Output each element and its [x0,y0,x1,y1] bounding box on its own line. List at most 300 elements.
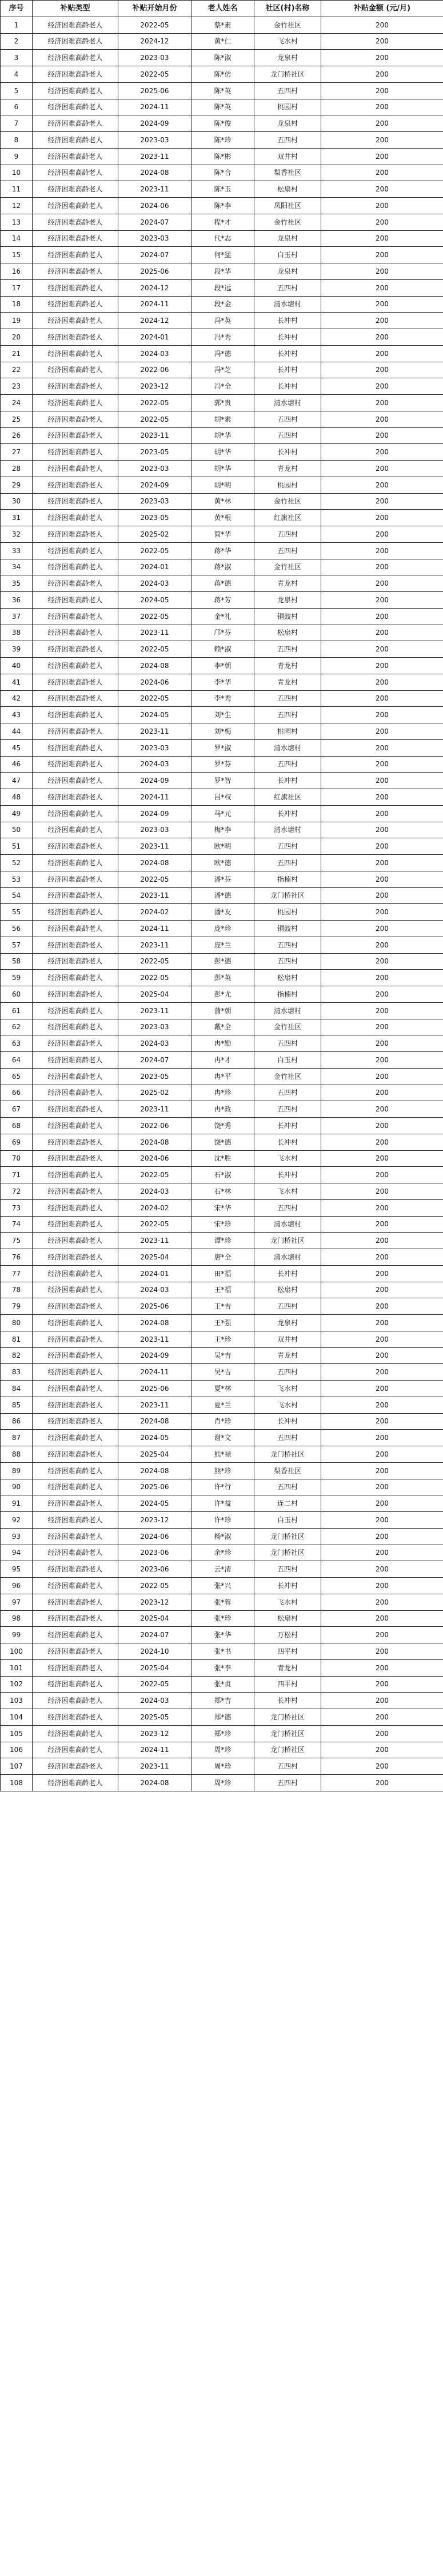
cell-start-month: 2023-03 [118,132,191,149]
cell-elder-name: 蔡*素 [191,17,254,33]
cell-elder-name: 段*远 [191,279,254,296]
cell-subsidy-type: 经济困难高龄老人 [33,542,118,559]
cell-seq: 47 [1,773,33,789]
cell-elder-name: 张*兴 [191,1578,254,1594]
cell-start-month: 2025-06 [118,1479,191,1495]
header-seq: 序号 [1,1,33,17]
table-row [1,1578,443,1594]
cell-start-month: 2025-02 [118,526,191,543]
cell-subsidy-type: 经济困难高龄老人 [33,296,118,313]
cell-amount: 200 [321,1545,443,1561]
cell-amount: 200 [321,970,443,986]
cell-seq: 27 [1,444,33,461]
cell-seq: 13 [1,214,33,230]
table-row [1,247,443,263]
cell-subsidy-type: 经济困难高龄老人 [33,559,118,575]
cell-amount: 200 [321,1709,443,1726]
cell-start-month: 2024-09 [118,477,191,493]
cell-subsidy-type: 经济困难高龄老人 [33,510,118,526]
cell-elder-name: 胡*华 [191,427,254,444]
cell-start-month: 2024-12 [118,313,191,329]
cell-subsidy-type: 经济困难高龄老人 [33,789,118,806]
cell-seq: 37 [1,608,33,625]
cell-elder-name: 冉*才 [191,1052,254,1069]
cell-subsidy-type: 经济困难高龄老人 [33,1561,118,1578]
cell-community: 长冲村 [254,362,321,378]
cell-community: 松扇村 [254,1282,321,1298]
cell-amount: 200 [321,1233,443,1249]
cell-start-month: 2025-04 [118,1659,191,1676]
cell-subsidy-type: 经济困难高龄老人 [33,1709,118,1726]
cell-elder-name: 刘*生 [191,707,254,723]
cell-elder-name: 冯*全 [191,378,254,395]
cell-elder-name: 唐*全 [191,1249,254,1266]
cell-amount: 200 [321,181,443,198]
cell-amount: 200 [321,345,443,362]
table-row [1,608,443,625]
cell-start-month: 2023-11 [118,723,191,740]
cell-elder-name: 马*元 [191,805,254,822]
cell-community: 指楠村 [254,986,321,1003]
cell-community: 青龙村 [254,461,321,477]
table-row [1,805,443,822]
table-row [1,921,443,937]
cell-community: 白玉村 [254,1052,321,1069]
cell-amount: 200 [321,230,443,247]
cell-seq: 40 [1,658,33,674]
table-row [1,444,443,461]
table-row [1,1659,443,1676]
cell-elder-name: 简*华 [191,526,254,543]
cell-seq: 45 [1,739,33,756]
cell-elder-name: 蒲*朝 [191,1002,254,1019]
table-row [1,477,443,493]
cell-elder-name: 陈*淑 [191,50,254,66]
cell-community: 长冲村 [254,1578,321,1594]
cell-seq: 73 [1,1199,33,1216]
cell-subsidy-type: 经济困难高龄老人 [33,904,118,921]
cell-community: 飞水村 [254,1150,321,1167]
cell-amount: 200 [321,986,443,1003]
cell-community: 五四村 [254,1364,321,1381]
cell-amount: 200 [321,1413,443,1430]
cell-start-month: 2024-11 [118,1364,191,1381]
cell-subsidy-type: 经济困难高龄老人 [33,132,118,149]
cell-start-month: 2024-08 [118,1413,191,1430]
cell-community: 松扇村 [254,1610,321,1627]
cell-subsidy-type: 经济困难高龄老人 [33,1758,118,1775]
cell-subsidy-type: 经济困难高龄老人 [33,871,118,887]
cell-start-month: 2024-05 [118,1430,191,1446]
cell-amount: 200 [321,1462,443,1479]
cell-amount: 200 [321,542,443,559]
cell-seq: 4 [1,66,33,83]
cell-community: 长冲村 [254,1413,321,1430]
cell-elder-name: 郑*珍 [191,1725,254,1742]
cell-elder-name: 彭*尤 [191,986,254,1003]
table-row [1,263,443,280]
cell-seq: 29 [1,477,33,493]
table-body [1,17,443,1791]
cell-community: 清水塘村 [254,1002,321,1019]
cell-seq: 44 [1,723,33,740]
cell-community: 五四村 [254,690,321,707]
cell-community: 松扇村 [254,181,321,198]
table-row [1,115,443,132]
cell-start-month: 2022-05 [118,411,191,427]
cell-start-month: 2024-09 [118,805,191,822]
cell-seq: 67 [1,1101,33,1118]
cell-amount: 200 [321,198,443,214]
cell-elder-name: 庞*珍 [191,921,254,937]
cell-start-month: 2024-11 [118,1742,191,1758]
cell-amount: 200 [321,395,443,411]
cell-seq: 77 [1,1265,33,1282]
table-row [1,1265,443,1282]
cell-community: 长冲村 [254,805,321,822]
cell-elder-name: 张*珍 [191,1610,254,1627]
cell-community: 龙门桥社区 [254,1742,321,1758]
cell-elder-name: 张*华 [191,1627,254,1643]
cell-seq: 71 [1,1167,33,1183]
cell-community: 清水塘村 [254,395,321,411]
cell-community: 龙门桥社区 [254,1528,321,1545]
cell-subsidy-type: 经济困难高龄老人 [33,1545,118,1561]
cell-community: 长冲村 [254,1118,321,1134]
cell-seq: 105 [1,1725,33,1742]
cell-elder-name: 许*行 [191,1479,254,1495]
table-row [1,838,443,855]
cell-start-month: 2024-03 [118,345,191,362]
cell-elder-name: 金*礼 [191,608,254,625]
cell-start-month: 2024-08 [118,1134,191,1150]
table-row [1,1085,443,1101]
cell-seq: 33 [1,542,33,559]
table-row [1,526,443,543]
cell-subsidy-type: 经济困难高龄老人 [33,1725,118,1742]
cell-elder-name: 段*华 [191,263,254,280]
cell-start-month: 2024-03 [118,1183,191,1200]
cell-subsidy-type: 经济困难高龄老人 [33,1118,118,1134]
cell-start-month: 2023-11 [118,1233,191,1249]
cell-start-month: 2024-11 [118,921,191,937]
cell-seq: 61 [1,1002,33,1019]
cell-elder-name: 陈*彬 [191,148,254,165]
cell-elder-name: 赖*淑 [191,641,254,658]
cell-amount: 200 [321,1167,443,1183]
cell-elder-name: 潘*芬 [191,871,254,887]
cell-amount: 200 [321,723,443,740]
table-row [1,822,443,838]
table-row [1,542,443,559]
cell-elder-name: 周*珍 [191,1742,254,1758]
cell-seq: 75 [1,1233,33,1249]
cell-subsidy-type: 经济困难高龄老人 [33,526,118,543]
cell-community: 桃园村 [254,99,321,115]
cell-elder-name: 肖*珍 [191,1413,254,1430]
cell-subsidy-type: 经济困难高龄老人 [33,345,118,362]
cell-elder-name: 冉*政 [191,1101,254,1118]
cell-elder-name: 代*志 [191,230,254,247]
table-row [1,1742,443,1758]
cell-amount: 200 [321,165,443,181]
cell-seq: 12 [1,198,33,214]
cell-subsidy-type: 经济困难高龄老人 [33,1364,118,1381]
cell-seq: 65 [1,1068,33,1085]
cell-elder-name: 张*书 [191,1643,254,1660]
cell-subsidy-type: 经济困难高龄老人 [33,214,118,230]
cell-start-month: 2024-07 [118,1052,191,1069]
cell-subsidy-type: 经济困难高龄老人 [33,1068,118,1085]
cell-elder-name: 王*吉 [191,1298,254,1315]
cell-start-month: 2022-05 [118,542,191,559]
table-row [1,411,443,427]
cell-start-month: 2025-04 [118,1249,191,1266]
cell-amount: 200 [321,50,443,66]
cell-amount: 200 [321,739,443,756]
cell-community: 五四村 [254,132,321,149]
cell-community: 五四村 [254,542,321,559]
cell-subsidy-type: 经济困难高龄老人 [33,66,118,83]
cell-start-month: 2024-05 [118,592,191,609]
cell-amount: 200 [321,871,443,887]
table-row [1,493,443,510]
cell-community: 飞水村 [254,1183,321,1200]
cell-subsidy-type: 经济困难高龄老人 [33,395,118,411]
cell-seq: 66 [1,1085,33,1101]
cell-start-month: 2023-11 [118,937,191,953]
table-row [1,1167,443,1183]
cell-community: 飞水村 [254,33,321,50]
header-subsidy-type: 补贴类型 [33,1,118,17]
cell-start-month: 2024-08 [118,165,191,181]
cell-subsidy-type: 经济困难高龄老人 [33,461,118,477]
cell-amount: 200 [321,1183,443,1200]
cell-amount: 200 [321,510,443,526]
cell-seq: 19 [1,313,33,329]
cell-community: 金竹社区 [254,214,321,230]
cell-elder-name: 石*林 [191,1183,254,1200]
cell-subsidy-type: 经济困难高龄老人 [33,1610,118,1627]
cell-amount: 200 [321,887,443,904]
cell-amount: 200 [321,66,443,83]
cell-start-month: 2024-08 [118,1315,191,1331]
cell-subsidy-type: 经济困难高龄老人 [33,329,118,346]
table-row [1,296,443,313]
cell-seq: 93 [1,1528,33,1545]
cell-community: 龙门桥社区 [254,1446,321,1463]
table-row [1,871,443,887]
table-row [1,50,443,66]
cell-amount: 200 [321,1659,443,1676]
cell-subsidy-type: 经济困难高龄老人 [33,1446,118,1463]
cell-community: 白玉村 [254,247,321,263]
cell-start-month: 2024-08 [118,1775,191,1791]
cell-community: 龙门桥社区 [254,887,321,904]
cell-start-month: 2024-03 [118,1035,191,1052]
cell-seq: 49 [1,805,33,822]
cell-seq: 89 [1,1462,33,1479]
cell-elder-name: 胡*华 [191,461,254,477]
cell-seq: 58 [1,953,33,970]
cell-subsidy-type: 经济困难高龄老人 [33,1347,118,1364]
cell-amount: 200 [321,33,443,50]
cell-community: 凤阳社区 [254,198,321,214]
cell-community: 龙门桥社区 [254,1545,321,1561]
table-row [1,1183,443,1200]
cell-elder-name: 彭*德 [191,953,254,970]
cell-community: 五四村 [254,953,321,970]
cell-community: 飞水村 [254,1594,321,1610]
cell-seq: 1 [1,17,33,33]
cell-seq: 102 [1,1676,33,1693]
cell-start-month: 2024-11 [118,99,191,115]
cell-start-month: 2023-11 [118,148,191,165]
cell-seq: 78 [1,1282,33,1298]
cell-community: 龙门桥社区 [254,1233,321,1249]
table-row [1,970,443,986]
cell-amount: 200 [321,1331,443,1347]
cell-start-month: 2023-06 [118,1561,191,1578]
cell-subsidy-type: 经济困难高龄老人 [33,50,118,66]
cell-seq: 101 [1,1659,33,1676]
cell-subsidy-type: 经济困难高龄老人 [33,1183,118,1200]
cell-subsidy-type: 经济困难高龄老人 [33,1282,118,1298]
cell-elder-name: 王*强 [191,1315,254,1331]
table-row [1,1002,443,1019]
table-row [1,756,443,773]
cell-subsidy-type: 经济困难高龄老人 [33,592,118,609]
cell-subsidy-type: 经济困难高龄老人 [33,1430,118,1446]
cell-community: 龙门桥社区 [254,1709,321,1726]
table-row [1,148,443,165]
cell-elder-name: 宋*珍 [191,1216,254,1233]
cell-community: 五四村 [254,641,321,658]
cell-elder-name: 何*猛 [191,247,254,263]
cell-seq: 92 [1,1512,33,1529]
table-row [1,1381,443,1397]
cell-community: 松扇村 [254,625,321,641]
cell-start-month: 2024-06 [118,198,191,214]
cell-community: 梨香社区 [254,165,321,181]
cell-start-month: 2024-08 [118,1462,191,1479]
table-row [1,181,443,198]
cell-elder-name: 冯*德 [191,345,254,362]
cell-elder-name: 冯*芝 [191,362,254,378]
table-row [1,1430,443,1446]
cell-community: 连二村 [254,1495,321,1512]
cell-start-month: 2023-05 [118,444,191,461]
cell-start-month: 2023-11 [118,838,191,855]
cell-community: 长冲村 [254,1134,321,1150]
cell-community: 金竹社区 [254,1068,321,1085]
cell-seq: 10 [1,165,33,181]
cell-amount: 200 [321,773,443,789]
table-header-row [1,1,443,17]
cell-amount: 200 [321,1118,443,1134]
cell-start-month: 2024-07 [118,214,191,230]
table-row [1,1545,443,1561]
cell-start-month: 2022-05 [118,1676,191,1693]
table-row [1,690,443,707]
table-row [1,1298,443,1315]
table-row [1,1693,443,1709]
cell-subsidy-type: 经济困难高龄老人 [33,805,118,822]
cell-seq: 41 [1,674,33,690]
cell-amount: 200 [321,132,443,149]
cell-start-month: 2023-03 [118,1019,191,1035]
table-row [1,1134,443,1150]
cell-subsidy-type: 经济困难高龄老人 [33,1413,118,1430]
cell-amount: 200 [321,1101,443,1118]
cell-seq: 54 [1,887,33,904]
cell-elder-name: 石*淑 [191,1167,254,1183]
cell-elder-name: 陈*英 [191,82,254,99]
cell-start-month: 2023-11 [118,1002,191,1019]
cell-amount: 200 [321,756,443,773]
cell-subsidy-type: 经济困难高龄老人 [33,1085,118,1101]
cell-amount: 200 [321,1479,443,1495]
cell-seq: 26 [1,427,33,444]
cell-amount: 200 [321,921,443,937]
cell-seq: 59 [1,970,33,986]
cell-elder-name: 罗*淑 [191,739,254,756]
cell-elder-name: 梅*李 [191,822,254,838]
cell-start-month: 2024-03 [118,1282,191,1298]
cell-elder-name: 田*福 [191,1265,254,1282]
cell-subsidy-type: 经济困难高龄老人 [33,1101,118,1118]
cell-amount: 200 [321,707,443,723]
cell-seq: 63 [1,1035,33,1052]
cell-seq: 22 [1,362,33,378]
cell-amount: 200 [321,329,443,346]
cell-amount: 200 [321,559,443,575]
cell-amount: 200 [321,17,443,33]
cell-community: 梨香社区 [254,1462,321,1479]
cell-elder-name: 蒋*华 [191,542,254,559]
cell-subsidy-type: 经济困难高龄老人 [33,1249,118,1266]
cell-elder-name: 余*珍 [191,1545,254,1561]
cell-seq: 82 [1,1347,33,1364]
table-row [1,986,443,1003]
cell-seq: 24 [1,395,33,411]
cell-seq: 76 [1,1249,33,1266]
cell-amount: 200 [321,99,443,115]
cell-seq: 11 [1,181,33,198]
cell-start-month: 2025-04 [118,986,191,1003]
cell-elder-name: 蒋*德 [191,575,254,592]
cell-start-month: 2023-11 [118,427,191,444]
cell-start-month: 2024-06 [118,674,191,690]
table-row [1,1446,443,1463]
cell-community: 长冲村 [254,313,321,329]
cell-elder-name: 黄*仁 [191,33,254,50]
table-row [1,904,443,921]
cell-elder-name: 潘*友 [191,904,254,921]
cell-community: 双井村 [254,1331,321,1347]
cell-community: 万松村 [254,1627,321,1643]
cell-community: 金竹社区 [254,1019,321,1035]
cell-seq: 64 [1,1052,33,1069]
cell-amount: 200 [321,493,443,510]
table-row [1,132,443,149]
cell-seq: 16 [1,263,33,280]
cell-subsidy-type: 经济困难高龄老人 [33,1659,118,1676]
cell-start-month: 2023-05 [118,1068,191,1085]
cell-community: 四平村 [254,1676,321,1693]
cell-amount: 200 [321,444,443,461]
table-row [1,378,443,395]
